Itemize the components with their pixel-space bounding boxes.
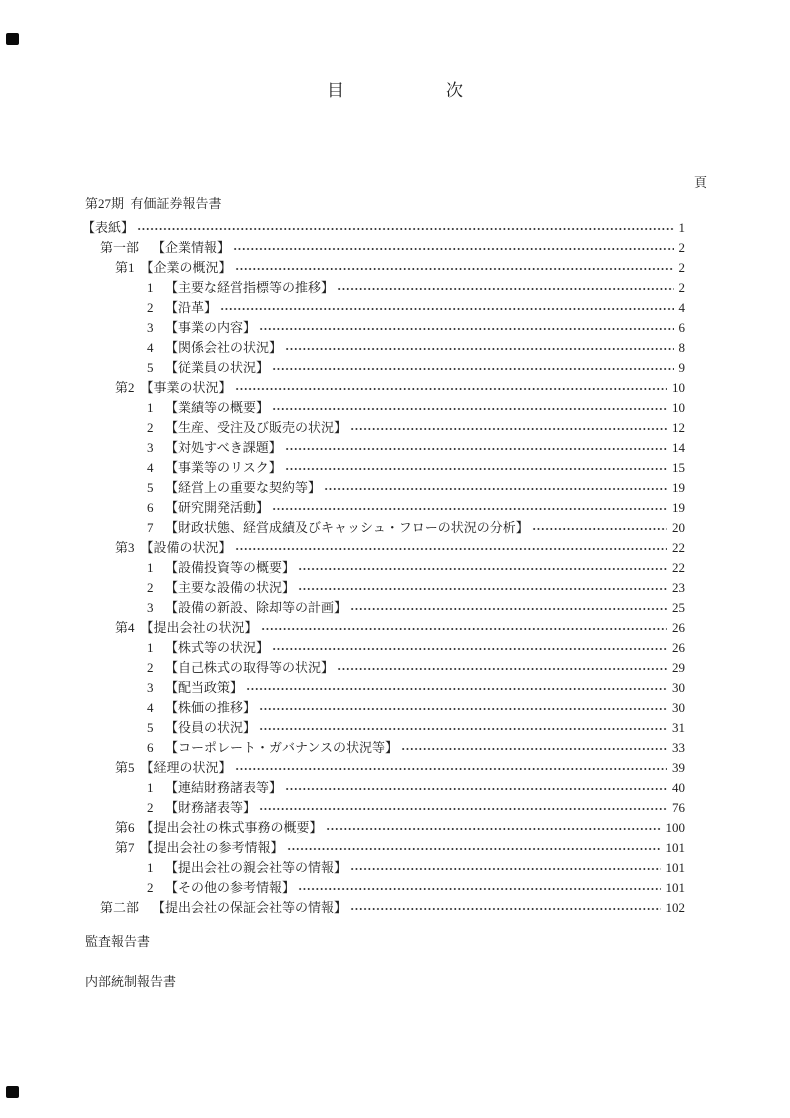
toc-entry-prefix: 5 <box>147 360 154 375</box>
toc-entry-label: 【関係会社の状況】 <box>165 340 283 355</box>
toc-entry-label: 【設備の状況】 <box>140 540 232 555</box>
toc-entry-page: 6 <box>678 320 685 335</box>
dot-leader <box>298 567 667 571</box>
toc-entry-prefix: 2 <box>147 420 154 435</box>
toc-row <box>0 458 685 478</box>
toc-row <box>0 798 685 818</box>
toc-entry-page: 1 <box>678 220 685 235</box>
toc-row <box>0 818 685 838</box>
dot-leader <box>220 307 673 311</box>
toc-entry-page: 2 <box>678 240 685 255</box>
registration-mark-bottom-left <box>6 1086 19 1098</box>
audit-report-label: 監査報告書 <box>85 934 151 949</box>
toc-entry-label: 【役員の状況】 <box>165 720 257 735</box>
toc-entry-label: 【提出会社の参考情報】 <box>140 840 284 855</box>
toc-entry-page: 102 <box>665 900 685 915</box>
toc-entry-page: 25 <box>672 600 685 615</box>
toc-entry-page: 23 <box>672 580 685 595</box>
toc-entry-page: 14 <box>672 440 685 455</box>
dot-leader <box>261 627 667 631</box>
toc-entry-label: 【提出会社の株式事務の概要】 <box>140 820 323 835</box>
toc-entry-prefix: 第2 <box>115 380 135 395</box>
toc-row <box>0 558 685 578</box>
dot-leader <box>350 907 660 911</box>
dot-leader <box>285 467 667 471</box>
toc-entry-page: 15 <box>672 460 685 475</box>
toc-row <box>0 378 685 398</box>
toc-entry-page: 29 <box>672 660 685 675</box>
toc-entry-page: 101 <box>665 840 685 855</box>
toc-entry-prefix: 1 <box>147 400 154 415</box>
dot-leader <box>287 847 661 851</box>
dot-leader <box>272 507 667 511</box>
dot-leader <box>337 287 673 291</box>
toc-row <box>0 578 685 598</box>
toc-entry-label: 【設備の新設、除却等の計画】 <box>165 600 348 615</box>
toc-entry-label: 【株価の推移】 <box>165 700 257 715</box>
toc-entry-prefix: 2 <box>147 300 154 315</box>
toc-entry-page: 4 <box>678 300 685 315</box>
toc-entry-prefix: 2 <box>147 880 154 895</box>
toc-row <box>0 298 685 318</box>
toc-entry-label: 【主要な経営指標等の推移】 <box>165 280 335 295</box>
dot-leader <box>337 667 667 671</box>
toc-entry-page: 22 <box>672 540 685 555</box>
toc-entry-label: 【沿革】 <box>165 300 218 315</box>
dot-leader <box>259 807 667 811</box>
dot-leader <box>326 827 661 831</box>
toc-entry-page: 2 <box>678 260 685 275</box>
dot-leader <box>235 767 667 771</box>
toc-entry-label: 【財務諸表等】 <box>165 800 257 815</box>
toc-entry-prefix: 1 <box>147 280 154 295</box>
toc-entry-prefix: 第二部 <box>100 900 140 915</box>
toc-row <box>0 898 685 918</box>
toc-row <box>0 498 685 518</box>
toc-entry-label: 【生産、受注及び販売の状況】 <box>165 420 348 435</box>
toc-entry-page: 30 <box>672 680 685 695</box>
toc-entry-prefix: 第6 <box>115 820 135 835</box>
toc-entry-prefix: 3 <box>147 440 154 455</box>
toc-entry-page: 100 <box>665 820 685 835</box>
dot-leader <box>137 227 673 231</box>
dot-leader <box>259 727 667 731</box>
toc-row <box>0 418 685 438</box>
dot-leader <box>235 387 667 391</box>
toc-entry-label: 【業績等の概要】 <box>165 400 270 415</box>
toc-row <box>0 658 685 678</box>
dot-leader <box>298 887 660 891</box>
toc-entry-page: 20 <box>672 520 685 535</box>
dot-leader <box>285 787 667 791</box>
toc-row <box>0 398 685 418</box>
dot-leader <box>350 427 667 431</box>
toc-entry-prefix: 4 <box>147 460 154 475</box>
toc-entry-page: 19 <box>672 500 685 515</box>
toc-row <box>0 738 685 758</box>
toc-entry-label: 【提出会社の親会社等の情報】 <box>165 860 348 875</box>
toc-row <box>0 718 685 738</box>
internal-control-report-label: 内部統制報告書 <box>85 974 177 989</box>
toc-row <box>0 758 685 778</box>
toc-entry-page: 33 <box>672 740 685 755</box>
toc-entry-page: 76 <box>672 800 685 815</box>
dot-leader <box>285 447 667 451</box>
toc-entry-label: 【設備投資等の概要】 <box>165 560 296 575</box>
toc-entry-page: 101 <box>665 880 685 895</box>
toc-entry-page: 40 <box>672 780 685 795</box>
toc-entry-page: 31 <box>672 720 685 735</box>
toc-row <box>0 518 685 538</box>
toc-entry-label: 【企業情報】 <box>152 240 231 255</box>
toc-row <box>0 258 685 278</box>
toc-entry-page: 2 <box>678 280 685 295</box>
toc-row <box>0 698 685 718</box>
dot-leader <box>259 707 667 711</box>
registration-mark-top-left <box>6 33 19 45</box>
toc-entry-label: 【経営上の重要な契約等】 <box>165 480 322 495</box>
dot-leader <box>272 367 673 371</box>
toc-entry-prefix: 1 <box>147 640 154 655</box>
toc-entry-page: 30 <box>672 700 685 715</box>
toc-entry-page: 19 <box>672 480 685 495</box>
dot-leader <box>350 607 667 611</box>
toc-entry-prefix: 2 <box>147 580 154 595</box>
toc-entry-page: 10 <box>672 380 685 395</box>
toc-row <box>0 638 685 658</box>
toc-row <box>0 858 685 878</box>
toc-row <box>0 538 685 558</box>
toc-row <box>0 278 685 298</box>
toc-entry-page: 8 <box>678 340 685 355</box>
report-heading: 第27期 有価証券報告書 <box>85 196 222 211</box>
toc-entry-prefix: 2 <box>147 660 154 675</box>
dot-leader <box>246 687 667 691</box>
toc-entry-label: 【企業の概況】 <box>140 260 232 275</box>
toc-entry-page: 26 <box>672 640 685 655</box>
toc-entry-prefix: 4 <box>147 700 154 715</box>
dot-leader <box>235 267 674 271</box>
toc-entry-prefix: 第一部 <box>100 240 140 255</box>
toc-entry-label: 【事業等のリスク】 <box>165 460 282 475</box>
toc-entry-prefix: 第5 <box>115 760 135 775</box>
dot-leader <box>298 587 667 591</box>
toc-entry-page: 101 <box>665 860 685 875</box>
toc-row <box>0 338 685 358</box>
toc-entry-prefix: 6 <box>147 500 154 515</box>
toc-entry-prefix: 6 <box>147 740 154 755</box>
dot-leader <box>532 527 667 531</box>
dot-leader <box>285 347 673 351</box>
toc-entry-page: 22 <box>672 560 685 575</box>
dot-leader <box>350 867 660 871</box>
toc-entry-page: 10 <box>672 400 685 415</box>
toc-row <box>0 218 685 238</box>
toc-entry-label: 【配当政策】 <box>165 680 244 695</box>
toc-entry-prefix: 1 <box>147 780 154 795</box>
toc-entry-prefix: 4 <box>147 340 154 355</box>
toc-row <box>0 238 685 258</box>
toc-entry-label: 【対処すべき課題】 <box>165 440 282 455</box>
toc-entry-prefix: 5 <box>147 720 154 735</box>
toc-row <box>0 358 685 378</box>
toc-entry-prefix: 第4 <box>115 620 135 635</box>
toc-entry-page: 9 <box>678 360 685 375</box>
toc-entry-label: 【従業員の状況】 <box>165 360 270 375</box>
toc-entry-prefix: 5 <box>147 480 154 495</box>
toc-entry-prefix: 1 <box>147 860 154 875</box>
toc-entry-label: 【経理の状況】 <box>140 760 232 775</box>
toc-entry-label: 【事業の内容】 <box>165 320 257 335</box>
dot-leader <box>259 327 673 331</box>
toc-entry-prefix: 3 <box>147 320 154 335</box>
toc-entry-label: 【その他の参考情報】 <box>165 880 296 895</box>
toc-entry-prefix: 3 <box>147 600 154 615</box>
toc-entry-label: 【主要な設備の状況】 <box>165 580 296 595</box>
toc-entry-prefix: 1 <box>147 560 154 575</box>
toc-entry-prefix: 3 <box>147 680 154 695</box>
toc-entry-label: 【コーポレート・ガバナンスの状況等】 <box>165 740 398 755</box>
toc-list <box>0 218 685 918</box>
toc-entry-label: 【研究開発活動】 <box>165 500 270 515</box>
toc-entry-prefix: 7 <box>147 520 154 535</box>
toc-entry-label: 【自己株式の取得等の状況】 <box>165 660 335 675</box>
toc-entry-prefix: 第7 <box>115 840 135 855</box>
toc-row <box>0 478 685 498</box>
toc-entry-label: 【財政状態、経営成績及びキャッシュ・フローの状況の分析】 <box>165 520 529 535</box>
dot-leader <box>272 647 667 651</box>
toc-title: 目 次 <box>327 81 463 100</box>
toc-row <box>0 618 685 638</box>
toc-row <box>0 598 685 618</box>
toc-entry-label: 【表紙】 <box>82 220 135 235</box>
toc-entry-page: 26 <box>672 620 685 635</box>
page-column-header: 頁 <box>693 175 707 190</box>
toc-entry-page: 39 <box>672 760 685 775</box>
toc-entry-prefix: 第3 <box>115 540 135 555</box>
dot-leader <box>324 487 667 491</box>
dot-leader <box>401 747 667 751</box>
toc-row <box>0 438 685 458</box>
dot-leader <box>233 247 673 251</box>
toc-entry-label: 【事業の状況】 <box>140 380 232 395</box>
toc-entry-page: 12 <box>672 420 685 435</box>
toc-row <box>0 838 685 858</box>
toc-entry-prefix: 第1 <box>115 260 135 275</box>
toc-entry-label: 【提出会社の保証会社等の情報】 <box>152 900 348 915</box>
toc-row <box>0 678 685 698</box>
dot-leader <box>235 547 667 551</box>
toc-entry-label: 【株式等の状況】 <box>165 640 270 655</box>
dot-leader <box>272 407 667 411</box>
toc-row <box>0 318 685 338</box>
toc-entry-label: 【提出会社の状況】 <box>140 620 258 635</box>
toc-entry-label: 【連結財務諸表等】 <box>165 780 283 795</box>
toc-entry-prefix: 2 <box>147 800 154 815</box>
toc-row <box>0 878 685 898</box>
toc-row <box>0 778 685 798</box>
